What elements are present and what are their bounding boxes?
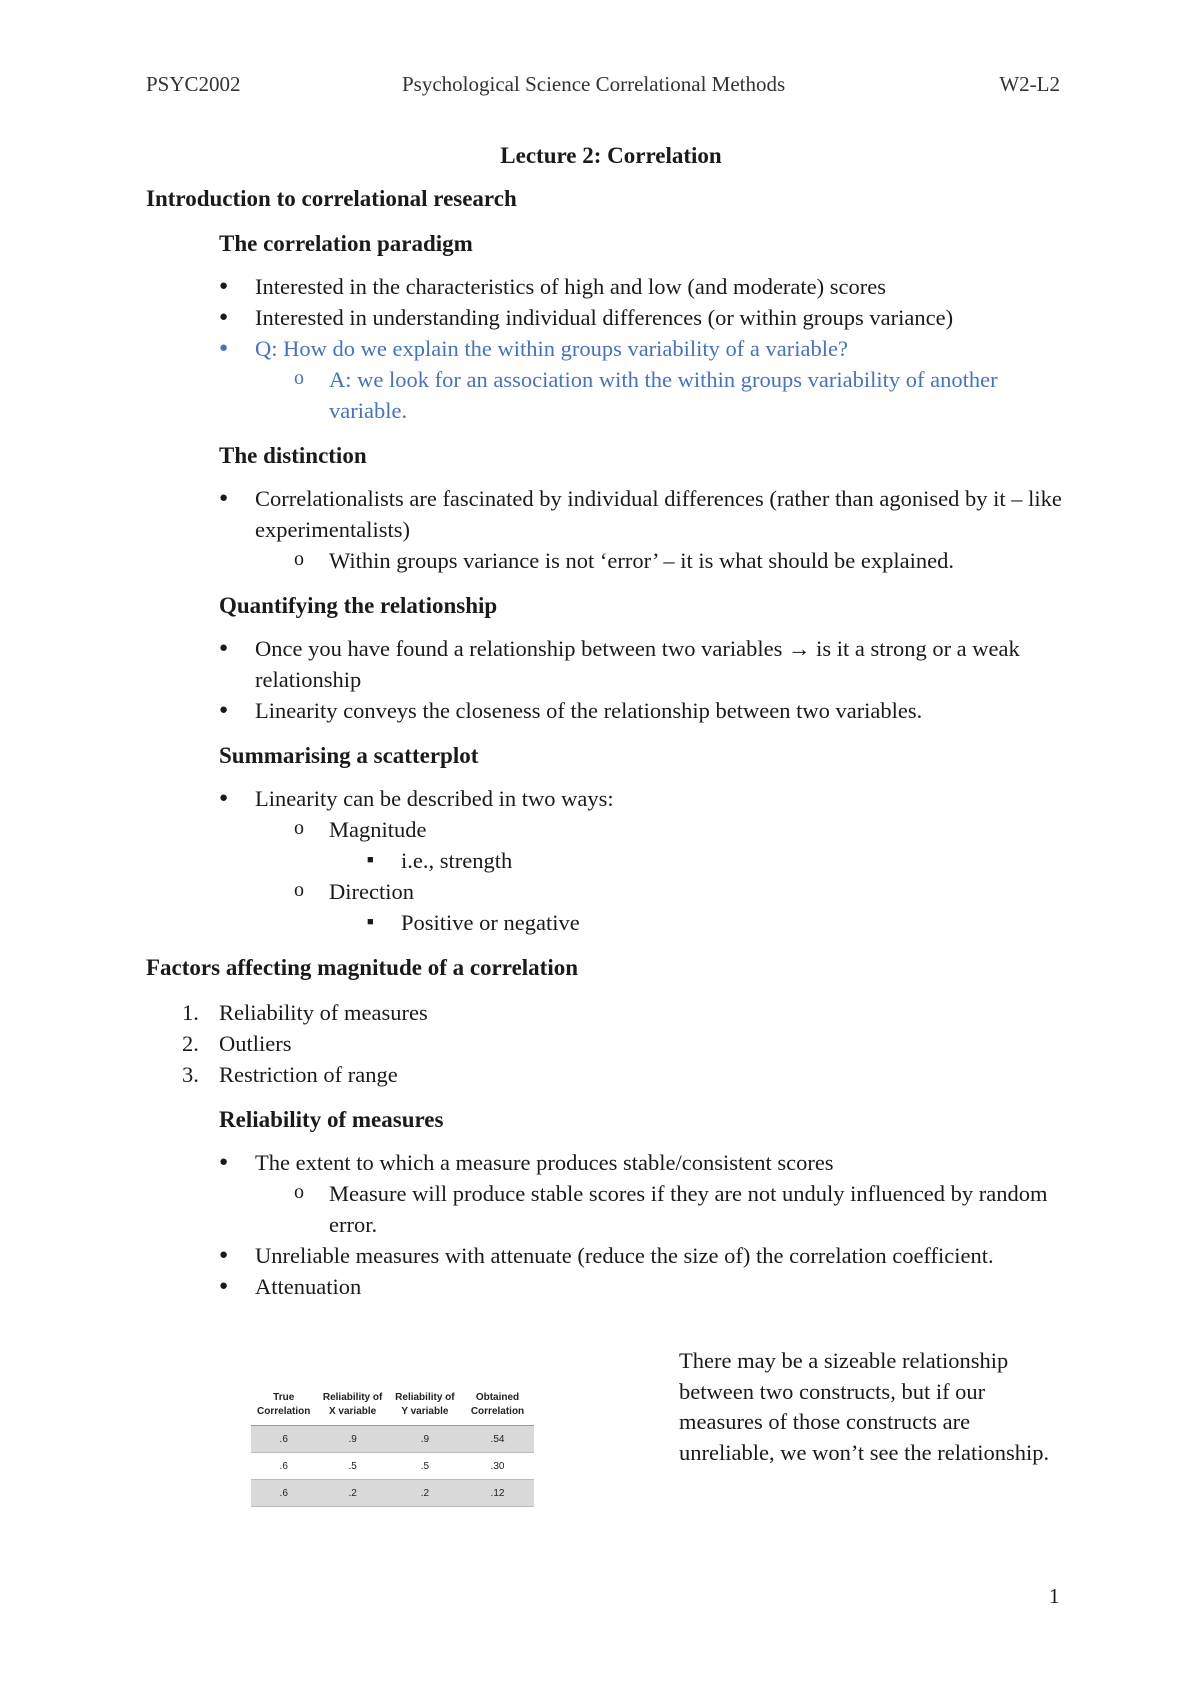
- list-item: o Direction: [146, 876, 1076, 907]
- reliability-list: [146, 1147, 1076, 1302]
- list-text: Outliers: [219, 1031, 292, 1056]
- table-cell: .9: [389, 1426, 461, 1453]
- list-item: ● Correlationalists are fascinated by individual differences (rather than agonised by it – like experimentalists): [146, 483, 1076, 545]
- list-text: Restriction of range: [219, 1062, 398, 1087]
- heading-distinction: The distinction: [219, 443, 367, 468]
- list-item: ● Unreliable measures with attenuate (reduce the size of) the correlation coefficient.: [146, 1240, 1076, 1271]
- list-item: o Within groups variance is not ‘error’ – it is what should be explained.: [146, 545, 1076, 576]
- table-header-row: [251, 1388, 534, 1426]
- heading-quantifying: Quantifying the relationship: [219, 593, 498, 618]
- table-header: Obtained Correlation: [461, 1388, 534, 1426]
- page-header: [146, 72, 1060, 102]
- heading-paradigm: The correlation paradigm: [219, 231, 473, 256]
- list-number: 3.: [182, 1062, 199, 1087]
- quantifying-list: [146, 633, 1076, 726]
- list-item: [146, 997, 1076, 1028]
- table-header: Reliability of Y variable: [389, 1388, 461, 1426]
- list-item: ● Interested in understanding individual differences (or within groups variance): [146, 302, 1076, 333]
- list-number: 1.: [182, 1000, 199, 1025]
- header-lecture-code: W2-L2: [999, 72, 1060, 96]
- table-cell: .9: [316, 1426, 388, 1453]
- table-cell: .54: [461, 1426, 534, 1453]
- list-item-answer: o A: we look for an association with the within groups variability of another variable.: [146, 364, 1076, 426]
- heading-reliability: Reliability of measures: [219, 1107, 444, 1132]
- section-paradigm: [146, 228, 1076, 426]
- table-cell: .12: [461, 1480, 534, 1507]
- table-cell: .5: [389, 1453, 461, 1480]
- table-row: [251, 1426, 534, 1453]
- list-item: ● Once you have found a relationship between two variables → is it a strong or a weak relationship: [146, 633, 1076, 695]
- heading-intro: Introduction to correlational research: [146, 186, 517, 211]
- factors-list: [146, 997, 1076, 1090]
- table-row: [251, 1480, 534, 1507]
- section-reliability: [146, 1104, 1076, 1302]
- list-item: o Measure will produce stable scores if they are not unduly influenced by random error.: [146, 1178, 1076, 1240]
- list-item-question: ● Q: How do we explain the within groups variability of a variable?: [146, 333, 1076, 364]
- table-cell: .6: [251, 1453, 316, 1480]
- list-item: ● Linearity can be described in two ways:: [146, 783, 1076, 814]
- list-item: ■ i.e., strength: [146, 845, 1076, 876]
- table-cell: .6: [251, 1426, 316, 1453]
- list-item: ● Interested in the characteristics of high and low (and moderate) scores: [146, 271, 1076, 302]
- list-item: [146, 1059, 1076, 1090]
- scatterplot-list: [146, 783, 1076, 938]
- section-distinction: [146, 440, 1076, 576]
- header-course-code: PSYC2002: [146, 72, 241, 96]
- section-quantifying: [146, 590, 1076, 726]
- table-cell: .30: [461, 1453, 534, 1480]
- attenuation-note: There may be a sizeable relationship between two constructs, but if our measures of those constructs are unreliable, we won’t see the relationship.: [679, 1348, 1050, 1465]
- heading-factors: Factors affecting magnitude of a correlation: [146, 955, 579, 980]
- table-cell: .2: [316, 1480, 388, 1507]
- list-item: [146, 1028, 1076, 1059]
- table-cell: .5: [316, 1453, 388, 1480]
- table-header: Reliability of X variable: [316, 1388, 388, 1426]
- section-scatterplot: [146, 740, 1076, 938]
- list-item: o Magnitude: [146, 814, 1076, 845]
- page-number: 1: [1049, 1584, 1060, 1608]
- list-item: ● Attenuation: [146, 1271, 1076, 1302]
- list-item: ● The extent to which a measure produces stable/consistent scores: [146, 1147, 1076, 1178]
- table-cell: .6: [251, 1480, 316, 1507]
- paradigm-list: [146, 271, 1076, 426]
- heading-scatterplot: Summarising a scatterplot: [219, 743, 479, 768]
- list-text: Reliability of measures: [219, 1000, 428, 1025]
- list-item: ■ Positive or negative: [146, 907, 1076, 938]
- table-cell: .2: [389, 1480, 461, 1507]
- attenuation-table: [251, 1388, 534, 1507]
- table-header: True Correlation: [251, 1388, 316, 1426]
- list-item: ● Linearity conveys the closeness of the relationship between two variables.: [146, 695, 1076, 726]
- page-title: Lecture 2: Correlation: [500, 143, 722, 168]
- table-row: [251, 1453, 534, 1480]
- list-number: 2.: [182, 1031, 199, 1056]
- document-body: [146, 140, 1076, 1302]
- header-course-title: Psychological Science Correlational Methods: [402, 72, 786, 96]
- distinction-list: [146, 483, 1076, 576]
